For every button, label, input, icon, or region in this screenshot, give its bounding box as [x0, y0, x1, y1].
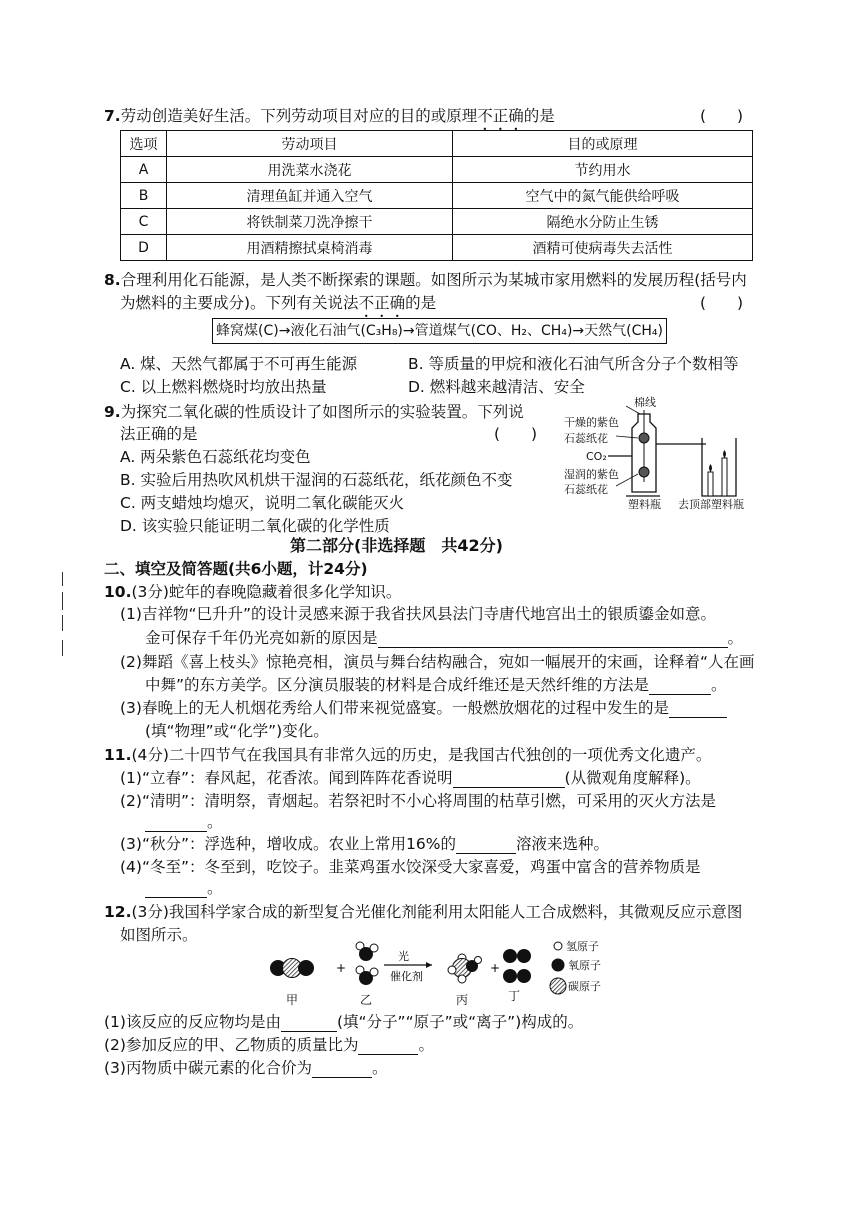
q11-2-answer-blank[interactable]: [145, 813, 207, 832]
molecule-jia: [270, 959, 314, 978]
candle-high: [722, 458, 727, 496]
q12-p2: [104, 1033, 434, 1055]
q12-p2b-text: 。: [418, 1036, 434, 1054]
molecule-yi: [356, 942, 378, 985]
q11-p1a-text: (1)“立春”：春风起，花香浓。闻到阵阵花香说明: [120, 769, 453, 787]
label-jia: 甲: [286, 993, 299, 1007]
q12-2-answer-blank[interactable]: [358, 1036, 418, 1055]
q12-p3: [104, 1056, 387, 1078]
q9-number: 9.: [104, 403, 121, 421]
q12-1-answer-blank[interactable]: [281, 1013, 337, 1032]
fig-label-co2: CO₂: [586, 450, 607, 463]
q8-option-b[interactable]: B. 等质量的甲烷和液化石油气所含分子个数相等: [408, 355, 739, 373]
molecule-bing: [448, 954, 482, 983]
margin-mark: [62, 640, 63, 656]
q10-p2b-text: 中舞”的东方美学。区分演员服装的材料是合成纤维还是天然纤维的方法是: [145, 676, 650, 694]
q8-line2-a: 为燃料的主要成分)。下列有关说法: [120, 294, 359, 312]
q12-p1b-text: (填“分子”“原子”或“离子”)构成的。: [336, 1013, 584, 1031]
plus-sign: +: [490, 961, 501, 975]
carbon-atom-icon: [550, 978, 566, 994]
q11-stem: [104, 743, 711, 765]
q12-stem2: 如图所示。: [120, 926, 198, 944]
q12-p1a-text: (1)该反应的反应物均是由: [104, 1013, 281, 1031]
hydrogen-atom-icon: [554, 942, 562, 950]
co2-experiment-figure: [556, 392, 756, 520]
q11-1-answer-blank[interactable]: [453, 769, 565, 788]
q11-p4b: 。: [145, 876, 223, 898]
q10-p2b: 中舞”的东方美学。区分演员服装的材料是合成纤维还是天然纤维的方法是 。: [145, 676, 727, 694]
q10-p1a: (1)吉祥物“巳升升”的设计灵感来源于我省扶风县法门寺唐代地宫出土的银质鎏金如意。: [120, 605, 717, 623]
table-header-cell: 选项: [121, 131, 167, 157]
q11-p2a: (2)“清明”：清明祭，青烟起。若祭祀时不小心将周围的枯草引燃，可采用的灭火方法是: [120, 792, 717, 810]
q8-line2-emph: 不正确: [358, 294, 406, 312]
q10-p3a-text: (3)春晚上的无人机烟花秀给人们带来视觉盛宴。一般燃放烟花的过程中发生的是: [120, 699, 669, 717]
arrow-head-icon: [426, 962, 432, 968]
leader-line: [616, 474, 638, 486]
fig-label-dry2: 石蕊纸花: [564, 432, 608, 445]
table-row: [121, 209, 753, 235]
q10-stem: [104, 580, 401, 602]
legend-oxygen: 氧原子: [568, 959, 601, 972]
q8-fuel-flow: 蜂窝煤(C)→液化石油气(C₃H₈)→管道煤气(CO、H₂、CH₄)→天然气(CH₄): [212, 318, 667, 344]
q8-number: 8.: [104, 271, 121, 289]
q9-option-b[interactable]: B. 实验后用热吹风机烘干湿润的石蕊纸花，纸花颜色不变: [120, 471, 513, 489]
table-row: [121, 157, 753, 183]
q11-p2b: 。: [145, 810, 223, 832]
q7-table-header: [121, 131, 753, 157]
q10-p2a: (2)舞蹈《喜上枝头》惊艳亮相，演员与舞台结构融合，宛如一幅展开的宋画，诠释着“人在画: [120, 653, 755, 671]
q11-number: 11.: [104, 746, 132, 764]
fig-label-dry1: 干燥的紫色: [564, 416, 619, 429]
topless-bottle: [702, 438, 736, 496]
table-cell: B: [121, 183, 167, 209]
q11-p3b-text: 溶液来选种。: [515, 835, 609, 853]
q11-3-answer-blank[interactable]: [456, 835, 516, 854]
flame-icon: [709, 464, 712, 472]
table-cell: 酒精可使病毒失去活性: [453, 235, 753, 261]
arrow-label-light: 光: [398, 950, 409, 963]
q9-line1-text: 为探究二氧化碳的性质设计了如图所示的实验装置。下列说: [120, 403, 524, 421]
table-header-cell: 劳动项目: [167, 131, 453, 157]
q8-line1: [104, 268, 747, 290]
q12-stem1: [104, 900, 742, 922]
plus-sign: +: [336, 961, 347, 975]
q9-option-d[interactable]: D. 该实验只能证明二氧化碳的化学性质: [120, 517, 390, 535]
fig-label-cotton: 棉线: [634, 396, 656, 409]
label-bing: 丙: [456, 993, 469, 1007]
q10-1-answer-blank[interactable]: [378, 629, 728, 648]
table-row: [121, 183, 753, 209]
q10-p1b-text: 金可保存千年仍光亮如新的原因是: [145, 629, 378, 647]
table-row: [121, 235, 753, 261]
q10-p3a: [120, 696, 727, 718]
q7-stem-b: 的是: [523, 107, 555, 125]
q12-p3b-text: 。: [371, 1059, 388, 1077]
fig-label-topless: 去顶部塑料瓶: [678, 498, 744, 511]
q7-answer-paren[interactable]: ( ): [700, 107, 744, 125]
legend-hydrogen: 氢原子: [566, 940, 599, 953]
q11-p3: [120, 832, 609, 854]
q10-p3b: (填“物理”或“化学”)变化。: [145, 722, 329, 740]
table-header-cell: 目的或原理: [453, 131, 753, 157]
q9-option-a[interactable]: A. 两朵紫色石蕊纸花均变色: [120, 448, 311, 466]
q12-p2a-text: (2)参加反应的甲、乙物质的质量比为: [104, 1036, 359, 1054]
q11-p1b-text: (从微观角度解释)。: [564, 769, 701, 787]
q10-3-answer-blank[interactable]: [669, 699, 727, 718]
table-cell: D: [121, 235, 167, 261]
q9-option-c[interactable]: C. 两支蜡烛均熄灭，说明二氧化碳能灭火: [120, 494, 405, 512]
q8-option-c[interactable]: C. 以上燃料燃烧时均放出热量: [120, 378, 327, 396]
margin-mark: [62, 615, 63, 631]
wet-paper-flower: [639, 467, 649, 477]
q8-line2: [120, 291, 436, 321]
table-cell: 用洗菜水浇花: [167, 157, 453, 183]
oxygen-atom-icon: [552, 959, 565, 972]
dry-paper-flower: [639, 433, 649, 443]
section-two-heading: 二、填空及简答题(共6小题，计24分): [104, 560, 368, 578]
q8-line1-text: 合理利用化石能源，是人类不断探索的课题。如图所示为某城市家用燃料的发展历程(括号内: [120, 271, 747, 289]
q10-number: 10.: [104, 583, 132, 601]
q11-4-answer-blank[interactable]: [145, 879, 207, 898]
table-cell: 将铁制菜刀洗净擦干: [167, 209, 453, 235]
flame-icon: [723, 450, 726, 458]
q8-option-d[interactable]: D. 燃料越来越清洁、安全: [408, 378, 585, 396]
table-cell: 用酒精擦拭桌椅消毒: [167, 235, 453, 261]
fig-label-wet1: 湿润的紫色: [564, 468, 619, 481]
table-cell: 清理鱼缸并通入空气: [167, 183, 453, 209]
table-cell: C: [121, 209, 167, 235]
q7-stem-a: 劳动创造美好生活。下列劳动项目对应的目的或原理: [120, 107, 478, 125]
part-two-title: 第二部分(非选择题 共42分): [290, 536, 503, 555]
q10-2-answer-blank[interactable]: [649, 676, 711, 695]
q10-stem-text: (3分)蛇年的春晚隐藏着很多化学知识。: [131, 583, 402, 601]
q10-p1b: 金可保存千年仍光亮如新的原因是 。: [145, 629, 744, 647]
q12-stem1-text: (3分)我国科学家合成的新型复合光催化剂能利用太阳能人工合成燃料，其微观反应示意图: [131, 903, 743, 921]
legend-carbon: 碳原子: [568, 980, 601, 993]
table-cell: A: [121, 157, 167, 183]
q11-stem-text: (4分)二十四节气在我国具有非常久远的历史，是我国古代独创的一项优秀文化遗产。: [131, 746, 712, 764]
q11-p1: [120, 766, 701, 788]
label-yi: 乙: [360, 993, 373, 1007]
q11-p3a-text: (3)“秋分”：浮选种，增收成。农业上常用16%的: [120, 835, 456, 853]
q9-answer-paren[interactable]: ( ): [494, 425, 538, 443]
q8-line2-b: 的是: [405, 294, 437, 312]
fig-label-bottle: 塑料瓶: [628, 498, 661, 511]
q12-number: 12.: [104, 903, 132, 921]
table-cell: 节约用水: [453, 157, 753, 183]
q8-option-a[interactable]: A. 煤、天然气都属于不可再生能源: [120, 355, 358, 373]
q9-line1: [104, 400, 524, 422]
q7-number: 7.: [104, 107, 121, 125]
molecule-ding: [503, 949, 531, 983]
q12-p1: [104, 1010, 583, 1032]
q11-p4a: (4)“冬至”：冬至到，吃饺子。韭菜鸡蛋水饺深受大家喜爱，鸡蛋中富含的营养物质是: [120, 858, 701, 876]
margin-mark: [62, 592, 63, 610]
margin-mark: [62, 572, 63, 586]
q12-p3a-text: (3)丙物质中碳元素的化合价为: [104, 1059, 312, 1077]
q7-stem-emph: 不正确: [477, 107, 524, 125]
leader-line: [616, 436, 638, 438]
micro-reaction-figure: [262, 938, 642, 1010]
q8-answer-paren[interactable]: ( ): [700, 294, 744, 312]
q9-line2: 法正确的是: [120, 425, 198, 443]
table-cell: 隔绝水分防止生锈: [453, 209, 753, 235]
q12-3-answer-blank[interactable]: [312, 1059, 372, 1078]
arrow-label-catalyst: 催化剂: [390, 970, 423, 983]
candle-low: [708, 472, 713, 496]
table-cell: 空气中的氮气能供给呼吸: [453, 183, 753, 209]
label-ding: 丁: [508, 989, 521, 1003]
q7-table: [120, 130, 753, 261]
fig-label-wet2: 石蕊纸花: [564, 483, 608, 496]
atom-legend: [550, 939, 601, 994]
